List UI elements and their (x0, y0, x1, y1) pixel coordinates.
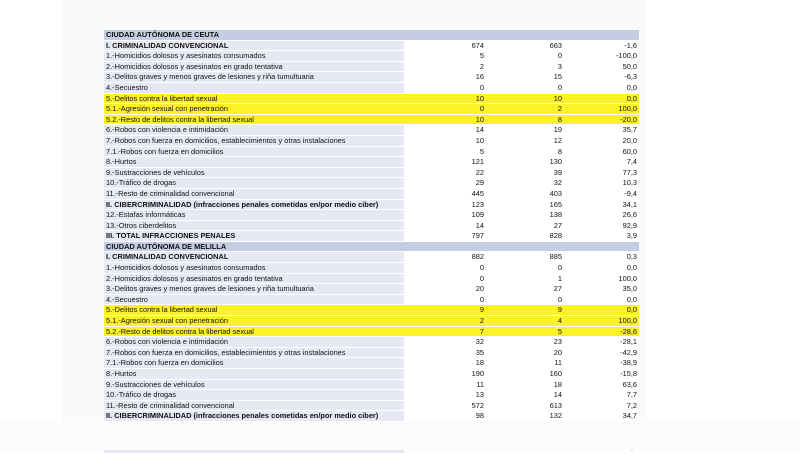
row-value-prev: 797 (404, 231, 486, 242)
table-row (104, 411, 639, 422)
row-value-prev: 674 (404, 40, 486, 51)
row-variation: 7,2 (564, 400, 639, 411)
row-label: 5.1.-Agresión sexual con penetración (104, 104, 404, 115)
row-value-curr: 5 (486, 326, 564, 337)
row-value-curr: 0 (486, 263, 564, 274)
row-variation: 0,3 (564, 252, 639, 263)
table-row (104, 347, 639, 358)
table-row (104, 114, 639, 125)
row-variation: 0,0 (564, 263, 639, 274)
bottom-strip (0, 422, 800, 450)
row-value-curr: 12 (486, 135, 564, 146)
row-label: 1.-Homicidios dolosos y asesinatos consumados (104, 51, 404, 62)
row-variation: 34,7 (564, 411, 639, 422)
row-value-curr: 39 (486, 167, 564, 178)
row-value-prev: 35 (404, 347, 486, 358)
table-row (104, 210, 639, 221)
row-value-curr: 27 (486, 284, 564, 295)
row-value-prev: 123 (404, 199, 486, 210)
row-label: 13.-Otros ciberdelitos (104, 220, 404, 231)
row-label: 5.1.-Agresión sexual con penetración (104, 316, 404, 327)
row-variation: 3,9 (564, 231, 639, 242)
row-value-curr: 0 (486, 82, 564, 93)
row-value-prev: 13 (404, 390, 486, 401)
table-row (104, 379, 639, 390)
table-row (104, 263, 639, 274)
row-value-prev: 2 (404, 316, 486, 327)
table-row (104, 93, 639, 104)
row-label: 5.-Delitos contra la libertad sexual (104, 93, 404, 104)
row-value-curr: 4 (486, 316, 564, 327)
row-variation: 0,0 (564, 305, 639, 316)
row-value-curr: 20 (486, 347, 564, 358)
table-row (104, 199, 639, 210)
row-value-curr: 8 (486, 114, 564, 125)
row-variation: -100,0 (564, 51, 639, 62)
row-value-curr: 828 (486, 231, 564, 242)
row-value-prev: 11 (404, 379, 486, 390)
row-value-prev: 10 (404, 135, 486, 146)
row-label: I. CRIMINALIDAD CONVENCIONAL (104, 252, 404, 263)
row-label: 10.-Tráfico de drogas (104, 178, 404, 189)
row-label: 12.-Estafas informáticas (104, 210, 404, 221)
row-label: 7.1.-Robos con fuerza en domicilios (104, 146, 404, 157)
row-label: III. TOTAL INFRACCIONES PENALES (104, 231, 404, 242)
row-value-curr: 8 (486, 146, 564, 157)
table-row (104, 178, 639, 189)
table-row (104, 146, 639, 157)
row-label: 7.-Robos con fuerza en domicilios, establecimientos y otras instalaciones (104, 135, 404, 146)
row-value-prev: 0 (404, 104, 486, 115)
row-value-curr: 32 (486, 178, 564, 189)
table-row (104, 358, 639, 369)
row-variation: -38,9 (564, 358, 639, 369)
row-variation: 100,0 (564, 316, 639, 327)
row-variation: -15,8 (564, 369, 639, 380)
row-variation: -28,6 (564, 326, 639, 337)
row-variation: 50,0 (564, 61, 639, 72)
row-value-prev: 0 (404, 294, 486, 305)
table-row (104, 369, 639, 380)
table-row (104, 167, 639, 178)
row-value-prev: 0 (404, 263, 486, 274)
row-value-prev: 572 (404, 400, 486, 411)
row-label: 6.-Robos con violencia e intimidación (104, 125, 404, 136)
row-value-curr: 11 (486, 358, 564, 369)
row-value-prev: 9 (404, 305, 486, 316)
row-label: 4.-Secuestro (104, 294, 404, 305)
row-label: 11.-Resto de criminalidad convencional (104, 400, 404, 411)
row-variation: 35,0 (564, 284, 639, 295)
table-row (104, 125, 639, 136)
row-value-curr: 27 (486, 220, 564, 231)
table-row (104, 284, 639, 295)
row-value-curr: 0 (486, 294, 564, 305)
row-value-prev: 5 (404, 146, 486, 157)
row-value-prev: 882 (404, 252, 486, 263)
row-value-prev: 18 (404, 358, 486, 369)
row-value-prev: 0 (404, 82, 486, 93)
row-label: 7.1.-Robos con fuerza en domicilios (104, 358, 404, 369)
table-body (104, 30, 639, 453)
region-header (104, 241, 639, 252)
row-value-curr: 613 (486, 400, 564, 411)
row-value-curr: 160 (486, 369, 564, 380)
row-variation: -6,3 (564, 72, 639, 83)
table-row (104, 135, 639, 146)
table-row (104, 294, 639, 305)
table-row (104, 252, 639, 263)
row-value-curr: 10 (486, 93, 564, 104)
region-title: CIUDAD AUTÓNOMA DE MELILLA (104, 241, 639, 252)
row-label: 10.-Tráfico de drogas (104, 390, 404, 401)
row-value-curr: 3 (486, 61, 564, 72)
row-label: 2.-Homicidios dolosos y asesinatos en grado tentativa (104, 61, 404, 72)
row-value-curr: 403 (486, 188, 564, 199)
row-value-curr: 2 (486, 104, 564, 115)
row-value-curr: 23 (486, 337, 564, 348)
row-value-prev: 109 (404, 210, 486, 221)
row-value-prev: 5 (404, 51, 486, 62)
row-label: 3.-Delitos graves y menos graves de lesiones y riña tumultuaria (104, 284, 404, 295)
row-label: 8.-Hurtos (104, 369, 404, 380)
row-variation: -20,0 (564, 114, 639, 125)
row-label: 6.-Robos con violencia e intimidación (104, 337, 404, 348)
row-variation: 92,9 (564, 220, 639, 231)
table-row (104, 326, 639, 337)
row-variation: -1,6 (564, 40, 639, 51)
row-value-curr: 130 (486, 157, 564, 168)
row-variation: 100,0 (564, 273, 639, 284)
row-variation: -28,1 (564, 337, 639, 348)
row-label: 4.-Secuestro (104, 82, 404, 93)
row-label: 7.-Robos con fuerza en domicilios, establecimientos y otras instalaciones (104, 347, 404, 358)
row-value-curr: 1 (486, 273, 564, 284)
table-row (104, 400, 639, 411)
row-label: 9.-Sustracciones de vehículos (104, 167, 404, 178)
row-label: 9.-Sustracciones de vehículos (104, 379, 404, 390)
row-value-prev: 16 (404, 72, 486, 83)
table-row (104, 61, 639, 72)
row-value-curr: 132 (486, 411, 564, 422)
row-value-prev: 29 (404, 178, 486, 189)
row-label: 8.-Hurtos (104, 157, 404, 168)
row-value-prev: 98 (404, 411, 486, 422)
row-variation: 20,0 (564, 135, 639, 146)
row-label: 3.-Delitos graves y menos graves de lesiones y riña tumultuaria (104, 72, 404, 83)
table-row (104, 390, 639, 401)
row-value-prev: 2 (404, 61, 486, 72)
row-value-curr: 18 (486, 379, 564, 390)
table-row (104, 104, 639, 115)
row-variation: 35,7 (564, 125, 639, 136)
row-value-prev: 32 (404, 337, 486, 348)
row-value-prev: 14 (404, 125, 486, 136)
row-label: II. CIBERCRIMINALIDAD (infracciones penales cometidas en/por medio ciber) (104, 199, 404, 210)
row-variation: 7,4 (564, 157, 639, 168)
row-value-curr: 15 (486, 72, 564, 83)
table-row (104, 188, 639, 199)
row-value-curr: 663 (486, 40, 564, 51)
region-title: CIUDAD AUTÓNOMA DE CEUTA (104, 30, 639, 40)
table-row (104, 231, 639, 242)
row-label: I. CRIMINALIDAD CONVENCIONAL (104, 40, 404, 51)
crime-statistics-table (104, 30, 639, 454)
table-row (104, 220, 639, 231)
row-value-curr: 0 (486, 51, 564, 62)
row-variation: 10,3 (564, 178, 639, 189)
row-variation: 26,6 (564, 210, 639, 221)
row-variation: 77,3 (564, 167, 639, 178)
row-value-curr: 19 (486, 125, 564, 136)
table-row (104, 72, 639, 83)
table-row (104, 40, 639, 51)
row-value-prev: 10 (404, 93, 486, 104)
row-label: 5.-Delitos contra la libertad sexual (104, 305, 404, 316)
row-label: 2.-Homicidios dolosos y asesinatos en grado tentativa (104, 273, 404, 284)
row-variation: 60,0 (564, 146, 639, 157)
table-row (104, 82, 639, 93)
row-value-prev: 22 (404, 167, 486, 178)
row-variation: 34,1 (564, 199, 639, 210)
table-row (104, 305, 639, 316)
row-variation: 100,0 (564, 104, 639, 115)
row-value-prev: 10 (404, 114, 486, 125)
row-value-curr: 165 (486, 199, 564, 210)
row-value-curr: 138 (486, 210, 564, 221)
row-variation: 63,6 (564, 379, 639, 390)
region-header (104, 30, 639, 40)
row-variation: 7,7 (564, 390, 639, 401)
row-value-curr: 14 (486, 390, 564, 401)
row-value-prev: 190 (404, 369, 486, 380)
row-label: 5.2.-Resto de delitos contra la libertad sexual (104, 114, 404, 125)
row-label: 5.2.-Resto de delitos contra la libertad sexual (104, 326, 404, 337)
table-row (104, 337, 639, 348)
row-variation: 0,0 (564, 294, 639, 305)
row-label: 11.-Resto de criminalidad convencional (104, 188, 404, 199)
row-value-prev: 0 (404, 273, 486, 284)
row-value-prev: 20 (404, 284, 486, 295)
row-variation: 0,0 (564, 93, 639, 104)
row-label: 1.-Homicidios dolosos y asesinatos consumados (104, 263, 404, 274)
table-row (104, 51, 639, 62)
row-value-prev: 121 (404, 157, 486, 168)
table-row (104, 316, 639, 327)
table-row (104, 273, 639, 284)
row-value-curr: 9 (486, 305, 564, 316)
row-variation: -9,4 (564, 188, 639, 199)
row-value-curr: 885 (486, 252, 564, 263)
row-variation: 0,0 (564, 82, 639, 93)
row-value-prev: 14 (404, 220, 486, 231)
row-variation: -42,9 (564, 347, 639, 358)
row-label: II. CIBERCRIMINALIDAD (infracciones penales cometidas en/por medio ciber) (104, 411, 404, 422)
table-row (104, 157, 639, 168)
row-value-prev: 445 (404, 188, 486, 199)
row-value-prev: 7 (404, 326, 486, 337)
